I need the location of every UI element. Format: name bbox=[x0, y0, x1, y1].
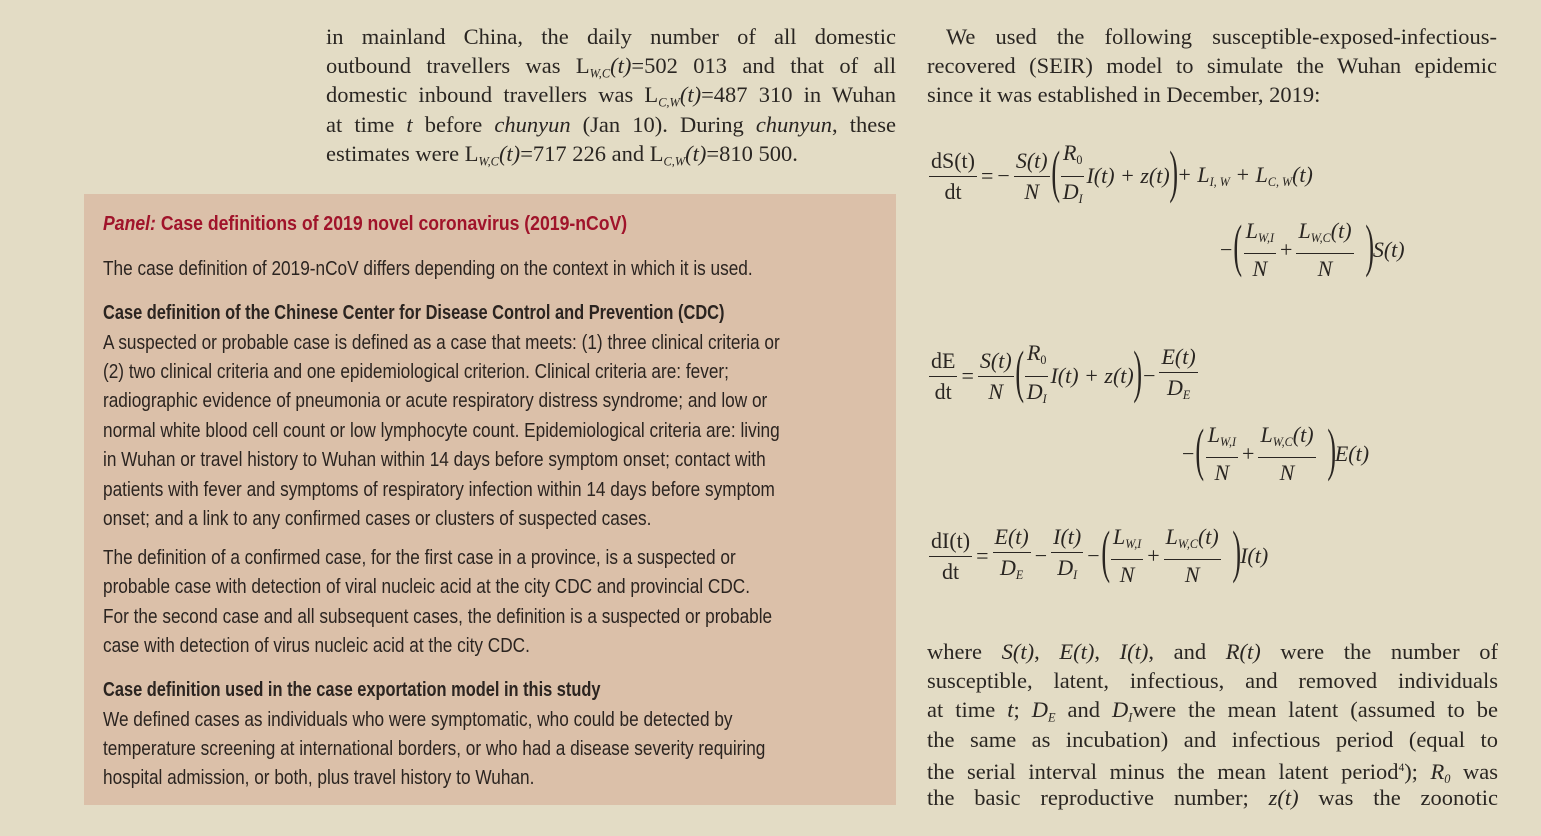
right-paren: ) bbox=[1133, 339, 1142, 404]
term-part: (t) bbox=[1292, 421, 1314, 447]
subscript: 0 bbox=[1076, 153, 1083, 168]
text-line: recovered (SEIR) model to simulate the Wuhan epidemic bbox=[927, 53, 1497, 78]
term-part: (t) bbox=[1197, 523, 1219, 549]
confirmed-text-line: case with detection of virus nucleic acid at the city CDC. bbox=[103, 634, 530, 657]
subscript: W,C bbox=[589, 66, 611, 81]
text-line bbox=[326, 80, 896, 109]
text-fragment: t bbox=[1007, 697, 1014, 722]
case-definitions-panel bbox=[84, 194, 896, 805]
l-symbol: L bbox=[1207, 421, 1220, 447]
minus-sign: − bbox=[1034, 543, 1048, 568]
l-symbol: L bbox=[1112, 523, 1126, 549]
panel-label: Panel: bbox=[103, 212, 156, 235]
d-symbol: D bbox=[999, 554, 1016, 580]
fraction bbox=[1164, 524, 1221, 588]
subscript: W,I bbox=[1125, 537, 1142, 552]
fraction bbox=[1051, 524, 1083, 588]
text-fragment: t bbox=[406, 112, 413, 137]
l-symbol: L bbox=[1165, 523, 1178, 549]
denominator: N bbox=[1279, 460, 1295, 486]
cdc-text-line: (2) two clinical criteria and one epidemiological criterion. Clinical criteria are: fever; bbox=[103, 360, 729, 383]
right-paren: ) bbox=[1326, 417, 1336, 482]
term: S(t) bbox=[1372, 237, 1405, 262]
plus-sign: + bbox=[1280, 237, 1293, 262]
term-part: (t) bbox=[1292, 161, 1313, 187]
fraction bbox=[1206, 422, 1238, 486]
numerator bbox=[1164, 524, 1221, 560]
numerator bbox=[929, 148, 977, 177]
denominator bbox=[1000, 553, 1023, 588]
right-paren: ) bbox=[1169, 139, 1178, 204]
text-fragment: , bbox=[1094, 639, 1120, 664]
text-fragment: , these bbox=[832, 112, 896, 137]
text-line: the same as incubation) and infectious period (equal to bbox=[927, 727, 1498, 752]
numerator: I(t) bbox=[1051, 524, 1083, 553]
denominator: dt bbox=[941, 558, 960, 584]
text-fragment: R(t) bbox=[1225, 639, 1261, 664]
text-fragment: chunyun bbox=[755, 112, 833, 137]
d-symbol: D bbox=[1057, 554, 1074, 580]
subscript: W,I bbox=[1258, 231, 1275, 246]
confirmed-text-line: The definition of a confirmed case, for the first case in a province, is a suspected or bbox=[103, 546, 736, 569]
term: I(t) bbox=[1240, 543, 1269, 568]
term: I(t) + z(t) bbox=[1086, 163, 1170, 188]
equals-sign: = bbox=[976, 543, 989, 568]
study-text-line: temperature screening at international borders, or who had a disease severity requiring bbox=[103, 737, 766, 760]
r-symbol: R bbox=[1026, 340, 1041, 366]
text-fragment: before bbox=[412, 112, 495, 137]
text-fragment: I(t) bbox=[1119, 639, 1149, 664]
text-fragment: R bbox=[1430, 758, 1445, 784]
numerator: S(t) bbox=[1014, 148, 1050, 177]
text-fragment: D bbox=[1112, 697, 1129, 722]
text-line bbox=[326, 110, 896, 139]
fraction bbox=[1296, 218, 1353, 282]
lhs-numerator: dS(t) bbox=[931, 147, 975, 173]
text-line: in mainland China, the daily number of all domestic bbox=[326, 24, 896, 49]
denominator: N bbox=[1317, 256, 1333, 282]
subscript: E bbox=[1015, 568, 1024, 583]
subscript: E bbox=[1047, 710, 1056, 725]
text-fragment: (t) bbox=[610, 53, 632, 78]
text-line bbox=[927, 695, 1498, 724]
text-line: We used the following susceptible-exposed-infectious- bbox=[946, 24, 1497, 49]
equals-sign: = bbox=[981, 163, 994, 188]
numerator bbox=[1206, 422, 1238, 458]
text-fragment: E(t) bbox=[1059, 639, 1095, 664]
denominator: N bbox=[1119, 562, 1135, 588]
numerator bbox=[1061, 140, 1085, 176]
cdc-text-line: radiographic evidence of pneumonia or acute respiratory distress syndrome; and low or bbox=[103, 389, 768, 412]
fraction bbox=[1111, 524, 1143, 588]
d-symbol: D bbox=[1166, 374, 1183, 400]
subscript: W,C bbox=[1272, 435, 1293, 450]
minus-sign: − bbox=[1220, 237, 1233, 262]
right-paren: ) bbox=[1232, 519, 1241, 584]
panel-intro: The case definition of 2019-nCoV differs depending on the context in which it is used. bbox=[103, 257, 753, 280]
text-line bbox=[927, 754, 1498, 787]
text-fragment: was the zoonotic bbox=[1298, 785, 1498, 810]
denominator: N bbox=[1024, 178, 1040, 204]
study-text-line: We defined cases as individuals who were symptomatic, who could be detected by bbox=[103, 708, 733, 731]
term bbox=[1177, 162, 1313, 190]
text-fragment: outbound travellers was L bbox=[326, 53, 590, 78]
text-fragment: D bbox=[1031, 697, 1048, 722]
fraction bbox=[1258, 422, 1315, 486]
denominator: dt bbox=[934, 378, 952, 404]
text-fragment: the serial interval minus the mean latent period bbox=[927, 758, 1399, 784]
numerator bbox=[1025, 340, 1049, 376]
numerator bbox=[1111, 524, 1143, 560]
text-fragment: and bbox=[1055, 697, 1113, 722]
numerator: E(t) bbox=[993, 524, 1031, 553]
numerator: E(t) bbox=[1159, 344, 1197, 373]
r-symbol: R bbox=[1062, 140, 1077, 166]
left-paren: ( bbox=[1233, 213, 1243, 278]
text-fragment: the basic reproductive number; bbox=[927, 785, 1269, 810]
confirmed-text-line: For the second case and all subsequent cases, the definition is a suspected or probable bbox=[103, 605, 773, 628]
equation-row bbox=[927, 340, 1200, 412]
text-fragment: were the number of bbox=[1260, 639, 1498, 664]
study-heading: Case definition used in the case exportation model in this study bbox=[103, 678, 601, 701]
equation-row bbox=[1218, 214, 1405, 286]
term: I(t) + z(t) bbox=[1050, 363, 1134, 388]
subscript: I bbox=[1073, 568, 1078, 583]
subscript: C,W bbox=[658, 95, 680, 110]
text-fragment: S(t) bbox=[1001, 639, 1035, 664]
text-line bbox=[927, 783, 1498, 812]
text-fragment: where bbox=[927, 639, 1002, 664]
text-fragment: (t) bbox=[498, 141, 521, 166]
subscript: I bbox=[1128, 710, 1133, 725]
subscript: I, W bbox=[1209, 175, 1230, 190]
text-fragment: domestic inbound travellers was L bbox=[326, 82, 659, 107]
text-fragment: =487 310 in Wuhan bbox=[701, 82, 896, 107]
fraction bbox=[978, 348, 1014, 405]
fraction bbox=[929, 348, 957, 405]
cdc-text-line: in Wuhan or travel history to Wuhan within 14 days before symptom onset; contact with bbox=[103, 448, 766, 471]
text-fragment: =502 013 and that of all bbox=[631, 53, 896, 78]
numerator: dE bbox=[929, 348, 957, 377]
cdc-text-line: A suspected or probable case is defined as a case that meets: (1) three clinical criteria or bbox=[103, 331, 780, 354]
equation-row bbox=[927, 140, 1313, 212]
panel-title-text: Case definitions of 2019 novel coronavirus (2019-nCoV) bbox=[155, 212, 628, 235]
text-fragment: at time bbox=[927, 697, 1008, 722]
left-paren: ( bbox=[1100, 519, 1110, 584]
panel-title bbox=[103, 212, 627, 236]
minus-sign: − bbox=[997, 163, 1010, 188]
d-symbol: D bbox=[1026, 378, 1043, 404]
denominator: N bbox=[1184, 562, 1200, 588]
term: E(t) bbox=[1334, 441, 1370, 466]
subscript: W,I bbox=[1220, 435, 1237, 450]
text-line bbox=[326, 51, 896, 80]
left-paren: ( bbox=[1195, 417, 1205, 482]
text-fragment: was bbox=[1450, 758, 1498, 784]
cdc-text-line: normal white blood cell count or low lymphocyte count. Epidemiological criteria are: living bbox=[103, 419, 780, 442]
equation-row bbox=[927, 520, 1268, 592]
denominator: N bbox=[1214, 460, 1230, 486]
minus-sign: − bbox=[1087, 543, 1100, 568]
denominator: N bbox=[1252, 256, 1268, 282]
fraction bbox=[1025, 340, 1049, 411]
fraction bbox=[1244, 218, 1276, 282]
numerator bbox=[1244, 218, 1276, 254]
text-fragment: were the mean latent (assumed to be bbox=[1132, 697, 1498, 722]
denominator: N bbox=[988, 378, 1004, 404]
equation-row bbox=[1180, 418, 1369, 490]
subscript: C,W bbox=[663, 154, 686, 169]
text-fragment: ); bbox=[1404, 758, 1431, 784]
subscript: W,C bbox=[1177, 537, 1198, 552]
reference-superscript: 4 bbox=[1398, 762, 1405, 774]
text-fragment: chunyun bbox=[494, 112, 571, 137]
numerator: dI(t) bbox=[929, 528, 972, 557]
subscript: E bbox=[1182, 388, 1191, 403]
l-symbol: L bbox=[1245, 217, 1258, 243]
cdc-text-line: patients with fever and symptoms of respiratory infection within 14 days before symptom bbox=[103, 478, 775, 501]
text-fragment: , bbox=[1034, 639, 1060, 664]
text-fragment: ; bbox=[1013, 697, 1032, 722]
l-symbol: L bbox=[1260, 421, 1273, 447]
cdc-heading: Case definition of the Chinese Center for Disease Control and Prevention (CDC) bbox=[103, 301, 725, 324]
subscript: 0 bbox=[1040, 353, 1047, 368]
denominator bbox=[1057, 553, 1077, 588]
text-fragment: =717 226 and L bbox=[520, 141, 664, 166]
right-paren: ) bbox=[1364, 213, 1374, 278]
subscript: I bbox=[1042, 391, 1047, 406]
subscript: W,C bbox=[478, 154, 499, 169]
d-symbol: D bbox=[1062, 178, 1079, 204]
plus-sign: + bbox=[1147, 543, 1160, 568]
fraction bbox=[993, 524, 1031, 588]
denominator bbox=[1063, 177, 1083, 212]
denominator: dt bbox=[944, 178, 962, 204]
left-paren: ( bbox=[1014, 339, 1024, 404]
plus-sign: + bbox=[1242, 441, 1255, 466]
text-fragment: (Jan 10). During bbox=[570, 112, 756, 137]
confirmed-text-line: probable case with detection of viral nucleic acid at the city CDC and provincial CDC. bbox=[103, 575, 751, 598]
equals-sign: = bbox=[961, 363, 974, 388]
term-part: (t) bbox=[1330, 217, 1352, 243]
text-fragment: at time bbox=[326, 112, 407, 137]
text-fragment: (t) bbox=[685, 141, 707, 166]
subscript: 0 bbox=[1444, 772, 1451, 787]
l-symbol: L bbox=[1298, 217, 1311, 243]
text-fragment: , and bbox=[1148, 639, 1226, 664]
text-line bbox=[326, 139, 798, 168]
numerator bbox=[1258, 422, 1315, 458]
denominator bbox=[1167, 373, 1190, 408]
text-fragment: estimates were L bbox=[326, 141, 479, 166]
fraction bbox=[929, 148, 977, 205]
minus-sign: − bbox=[1182, 441, 1195, 466]
left-paren: ( bbox=[1050, 139, 1060, 204]
term-part: + L bbox=[1235, 161, 1268, 187]
fraction bbox=[1014, 148, 1050, 205]
denominator bbox=[1027, 377, 1047, 412]
subscript: I bbox=[1078, 191, 1083, 206]
subscript: C, W bbox=[1267, 175, 1293, 190]
fraction bbox=[929, 528, 972, 585]
text-line: since it was established in December, 2019: bbox=[927, 82, 1321, 107]
fraction bbox=[1159, 344, 1197, 408]
fraction bbox=[1061, 140, 1085, 211]
text-line: susceptible, latent, infectious, and removed individuals bbox=[927, 668, 1498, 693]
study-text-line: hospital admission, or both, plus travel history to Wuhan. bbox=[103, 766, 535, 789]
text-fragment: (t) bbox=[679, 82, 702, 107]
text-fragment: =810 500. bbox=[706, 141, 798, 166]
text-fragment: z(t) bbox=[1268, 785, 1299, 810]
minus-sign: − bbox=[1143, 363, 1156, 388]
subscript: W,C bbox=[1310, 231, 1331, 246]
numerator: S(t) bbox=[978, 348, 1014, 377]
cdc-text-line: onset; and a link to any confirmed cases or clusters of suspected cases. bbox=[103, 507, 652, 530]
numerator bbox=[1296, 218, 1353, 254]
text-line bbox=[927, 637, 1498, 666]
term-part: + L bbox=[1177, 161, 1210, 187]
